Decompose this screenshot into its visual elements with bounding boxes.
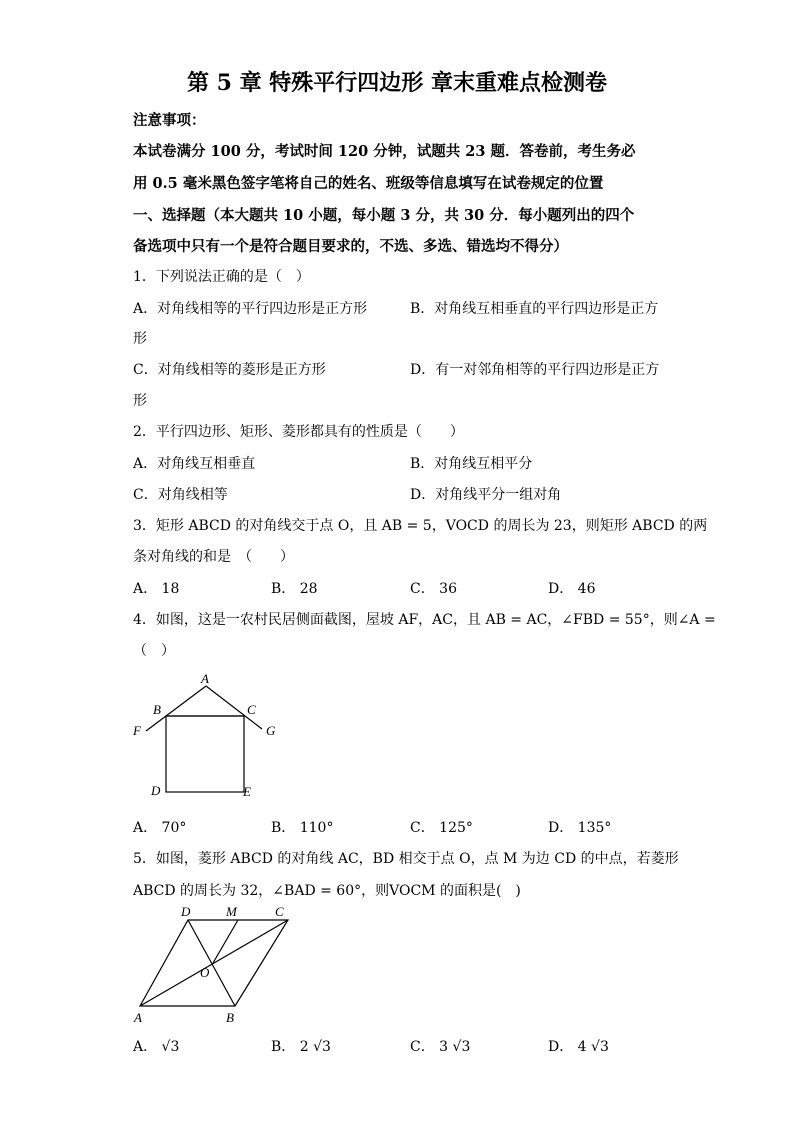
q4-stem-line-1: 4．如图，这是一农村民居侧面截图，屋坡 AF，AC，且 AB = AC，∠FBD = 55°，则∠A = [133, 612, 716, 628]
q4-segment-af [146, 686, 206, 731]
q3-stem-line-1: 3．矩形 ABCD 的对角线交于点 O，且 AB = 5，VOCD 的周长为 23，则矩形 ABCD 的两 [133, 518, 708, 534]
q2-option-a: A．对角线互相垂直 [133, 456, 256, 472]
q2-option-d: D．对角线平分一组对角 [410, 487, 562, 503]
q1-option-b-continued: 形 [133, 331, 147, 347]
q5-diagonal-ac [140, 920, 288, 1006]
q4-option-a: A． 70° [133, 820, 187, 836]
q4-label-b: B [153, 702, 161, 717]
q5-label-a: A [134, 1010, 142, 1025]
q4-label-g: G [266, 723, 276, 738]
q1-option-b: B．对角线互相垂直的平行四边形是正方 [410, 301, 659, 317]
page-title: 第 5 章 特殊平行四边形 章末重难点检测卷 [187, 70, 607, 96]
q4-label-e: E [243, 784, 251, 799]
q5-option-d: D． 4 √3 [548, 1039, 609, 1055]
q5-rhombus-abcd [140, 920, 288, 1006]
section-heading-line-1: 一、选择题（本大题共 10 小题，每小题 3 分，共 30 分．每小题列出的四个 [133, 207, 635, 224]
q5-option-a: A． √3 [133, 1039, 180, 1055]
notice-line-2: 用 0.5 毫米黑色签字笔将自己的姓名、班级等信息填写在试卷规定的位置 [133, 175, 604, 192]
q1-option-d: D．有一对邻角相等的平行四边形是正方 [410, 362, 660, 378]
q5-stem-line-1: 5．如图，菱形 ABCD 的对角线 AC，BD 相交于点 O，点 M 为边 CD 的中点，若菱形 [133, 851, 679, 867]
q3-stem-line-2: 条对角线的和是 （ ） [133, 549, 294, 565]
q5-label-d: D [181, 904, 191, 919]
q5-label-m: M [226, 904, 237, 919]
q4-label-c: C [247, 702, 256, 717]
q5-diagonal-bd [188, 920, 235, 1006]
q5-label-c: C [275, 904, 284, 919]
q3-option-a: A． 18 [133, 581, 180, 597]
q1-option-c: C．对角线相等的菱形是正方形 [133, 362, 326, 378]
q5-option-b: B． 2 √3 [271, 1039, 331, 1055]
q3-option-c: C． 36 [410, 581, 457, 597]
notice-heading: 注意事项： [133, 112, 206, 129]
q4-label-d: D [151, 783, 161, 798]
q1-option-d-continued: 形 [133, 393, 147, 409]
q5-label-b: B [226, 1010, 234, 1025]
q3-option-d: D． 46 [548, 581, 596, 597]
q5-stem-line-2: ABCD 的周长为 32，∠BAD = 60°，则VOCM 的面积是( ) [133, 883, 521, 899]
q4-segment-ag [206, 686, 262, 729]
q4-label-a: A [201, 671, 209, 686]
q1-option-a: A．对角线相等的平行四边形是正方形 [133, 301, 368, 317]
section-heading-line-2: 备选项中只有一个是符合题目要求的，不选、多选、错选均不得分） [133, 238, 568, 255]
q2-option-b: B．对角线互相平分 [410, 456, 533, 472]
q5-label-o: O [200, 965, 210, 980]
q4-label-f: F [133, 723, 141, 738]
q4-option-c: C． 125° [410, 820, 473, 836]
q3-option-b: B． 28 [271, 581, 318, 597]
q4-option-b: B． 110° [271, 820, 334, 836]
q5-option-c: C． 3 √3 [410, 1039, 471, 1055]
q4-square-bced [166, 716, 244, 792]
q4-option-d: D． 135° [548, 820, 612, 836]
q2-stem: 2．平行四边形、矩形、菱形都具有的性质是（ ） [133, 424, 464, 440]
q1-stem: 1．下列说法正确的是（ ） [133, 269, 310, 285]
q4-stem-line-2: （ ） [133, 643, 175, 659]
q2-option-c: C．对角线相等 [133, 487, 228, 503]
notice-line-1: 本试卷满分 100 分，考试时间 120 分钟，试题共 23 题．答卷前，考生务必 [133, 143, 636, 160]
q5-segment-om [213, 920, 238, 963]
